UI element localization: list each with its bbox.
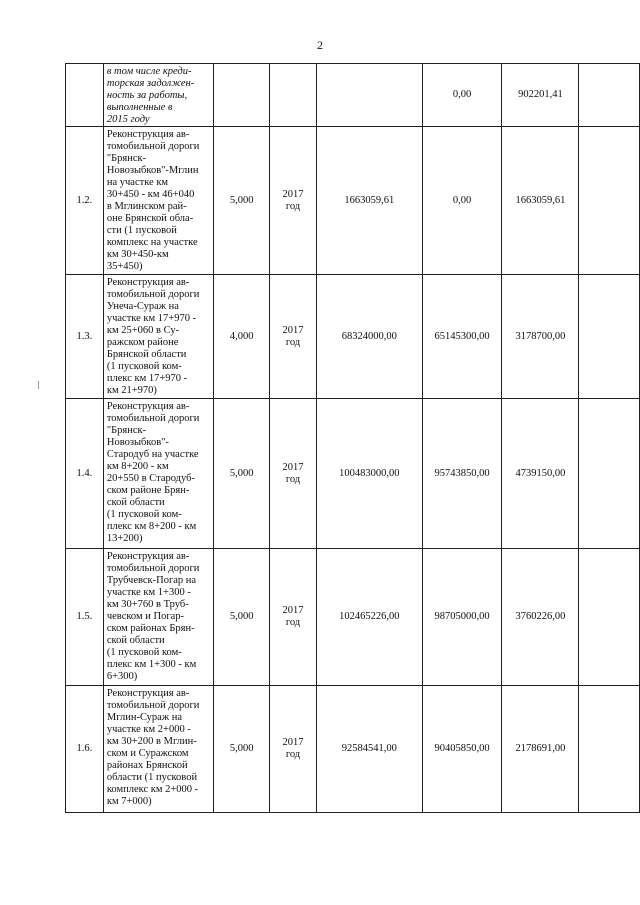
total-cost-cell: 68324000,00 [316,275,422,399]
table-row [66,549,640,686]
previous-funding-cell: 90405850,00 [422,686,502,813]
row-description-cell: Реконструкция ав- томобильной дороги Мглин-Сураж на участке км 2+000 - км 30+200 в Мглин- ском и Суражском районах Брянской области (1 пусковой комплекс км 2+000 - км 7+000) [103,686,213,813]
remaining-cost-cell: 3178700,00 [502,275,579,399]
previous-funding-cell: 98705000,00 [422,549,502,686]
row-number-cell: 1.4. [66,399,104,549]
table-row [66,686,640,813]
last-column-cell [579,64,640,127]
remaining-cost-cell: 2178691,00 [502,686,579,813]
remaining-cost-cell: 4739150,00 [502,399,579,549]
row-description-cell: Реконструкция ав- томобильной дороги "Брянск- Новозыбков"-Мглин на участке км 30+450 - км 46+040 в Мглинском рай- оне Брянской обла- сти (1 пусковой комплекс на участке км 30+450-км 35+450) [103,127,213,275]
table-row [66,399,640,549]
length-km-cell: 5,000 [214,127,270,275]
row-description-cell: Реконструкция ав- томобильной дороги Унеча-Сураж на участке км 17+970 - км 25+060 в Су- ражском районе Брянской области (1 пусковой ком- плекс км 17+970 - км 21+970) [103,275,213,399]
row-description-cell: Реконструкция ав- томобильной дороги "Брянск- Новозыбков"- Стародуб на участке км 8+200 - км 20+550 в Стародуб- ском районе Брян- ской области (1 пусковой ком- плекс км 8+200 - км 13+200) [103,399,213,549]
length-km-cell [214,64,270,127]
previous-funding-cell: 0,00 [422,64,502,127]
length-km-cell: 5,000 [214,549,270,686]
row-description-cell: в том числе креди- торская задолжен- ность за работы, выполненные в 2015 году [103,64,213,127]
last-column-cell [579,549,640,686]
last-column-cell [579,275,640,399]
previous-funding-cell: 0,00 [422,127,502,275]
length-km-cell: 4,000 [214,275,270,399]
page-number: 2 [317,38,323,52]
total-cost-cell: 92584541,00 [316,686,422,813]
table-row [66,64,640,127]
total-cost-cell [316,64,422,127]
year-cell: 2017 год [270,127,317,275]
previous-funding-cell: 95743850,00 [422,399,502,549]
year-cell: 2017 год [270,275,317,399]
row-number-cell: 1.3. [66,275,104,399]
last-column-cell [579,399,640,549]
row-number-cell: 1.2. [66,127,104,275]
row-description-cell: Реконструкция ав- томобильной дороги Трубчевск-Погар на участке км 1+300 - км 30+760 в Труб- чевском и Погар- ском районах Брян- ской области (1 пусковой ком- плекс км 1+300 - км 6+300) [103,549,213,686]
year-cell [270,64,317,127]
scan-mark [38,381,39,389]
year-cell: 2017 год [270,549,317,686]
length-km-cell: 5,000 [214,686,270,813]
remaining-cost-cell: 1663059,61 [502,127,579,275]
remaining-cost-cell: 3760226,00 [502,549,579,686]
year-cell: 2017 год [270,686,317,813]
row-number-cell: 1.5. [66,549,104,686]
total-cost-cell: 1663059,61 [316,127,422,275]
row-number-cell: 1.6. [66,686,104,813]
length-km-cell: 5,000 [214,399,270,549]
remaining-cost-cell: 902201,41 [502,64,579,127]
last-column-cell [579,686,640,813]
previous-funding-cell: 65145300,00 [422,275,502,399]
construction-table [65,63,640,813]
total-cost-cell: 102465226,00 [316,549,422,686]
total-cost-cell: 100483000,00 [316,399,422,549]
row-number-cell [66,64,104,127]
table-row [66,275,640,399]
year-cell: 2017 год [270,399,317,549]
table-row [66,127,640,275]
last-column-cell [579,127,640,275]
